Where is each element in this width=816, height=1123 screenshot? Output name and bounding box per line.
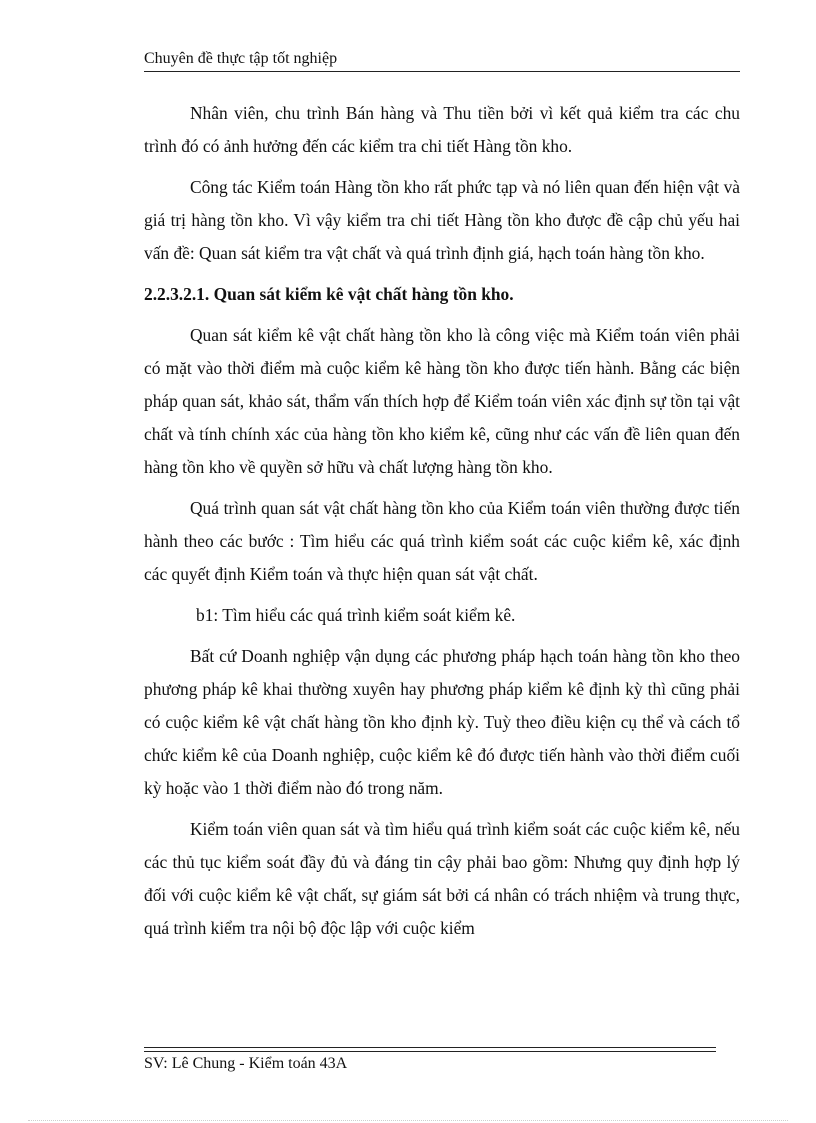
- footer-text: SV: Lê Chung - Kiểm toán 43A: [144, 1055, 348, 1072]
- paragraph: Công tác Kiểm toán Hàng tồn kho rất phức tạp và nó liên quan đến hiện vật và giá trị hàng tồn kho. Vì vậy kiểm tra chi tiết Hàng tồn kho được đề cập chủ yếu hai vấn đề: Quan sát kiểm tra vật chất và quá trình định giá, hạch toán hàng tồn kho.: [144, 177, 740, 263]
- step-heading: b1: Tìm hiểu các quá trình kiểm soát kiểm kê.: [196, 605, 516, 625]
- page-header: [144, 48, 740, 72]
- header-title: Chuyên đề thực tập tốt nghiệp: [144, 50, 338, 67]
- paragraph: Kiểm toán viên quan sát và tìm hiểu quá trình kiểm soát các cuộc kiểm kê, nếu các thủ tục kiểm soát đầy đủ và đáng tin cậy phải bao gồm: Nhưng quy định hợp lý đối với cuộc kiểm kê vật chất, sự giám sát bởi cá nhân có trách nhiệm và trung thực, quá trình kiểm tra nội bộ độc lập với cuộc kiểm: [144, 819, 740, 938]
- document-body: [144, 97, 740, 953]
- paragraph: Bất cứ Doanh nghiệp vận dụng các phương pháp hạch toán hàng tồn kho theo phương pháp kê khai thường xuyên hay phương pháp kiểm kê định kỳ thì cũng phải có cuộc kiểm kê vật chất hàng tồn kho định kỳ. Tuỳ theo điều kiện cụ thể và cách tổ chức kiểm kê của Doanh nghiệp, cuộc kiểm kê đó được tiến hành vào thời điểm cuối kỳ hoặc vào 1 thời điểm nào đó trong năm.: [144, 646, 740, 798]
- paragraph: Quá trình quan sát vật chất hàng tồn kho của Kiểm toán viên thường được tiến hành theo các bước : Tìm hiểu các quá trình kiểm soát các cuộc kiểm kê, xác định các quyết định Kiểm toán và thực hiện quan sát vật chất.: [144, 498, 740, 584]
- paragraph: Nhân viên, chu trình Bán hàng và Thu tiền bởi vì kết quả kiểm tra các chu trình đó có ảnh hưởng đến các kiểm tra chi tiết Hàng tồn kho.: [144, 103, 740, 156]
- section-heading: 2.2.3.2.1. Quan sát kiểm kê vật chất hàng tồn kho.: [144, 284, 514, 304]
- page-edge-divider: [28, 1120, 788, 1121]
- footer-divider: [144, 1047, 716, 1052]
- paragraph: Quan sát kiểm kê vật chất hàng tồn kho là công việc mà Kiểm toán viên phải có mặt vào thời điểm mà cuộc kiểm kê hàng tồn kho được tiến hành. Bằng các biện pháp quan sát, khảo sát, thẩm vấn thích hợp để Kiểm toán viên xác định sự tồn tại vật chất và tính chính xác của hàng tồn kho kiểm kê, cũng như các vấn đề liên quan đến hàng tồn kho về quyền sở hữu và chất lượng hàng tồn kho.: [144, 325, 740, 477]
- page-footer: [144, 1053, 347, 1075]
